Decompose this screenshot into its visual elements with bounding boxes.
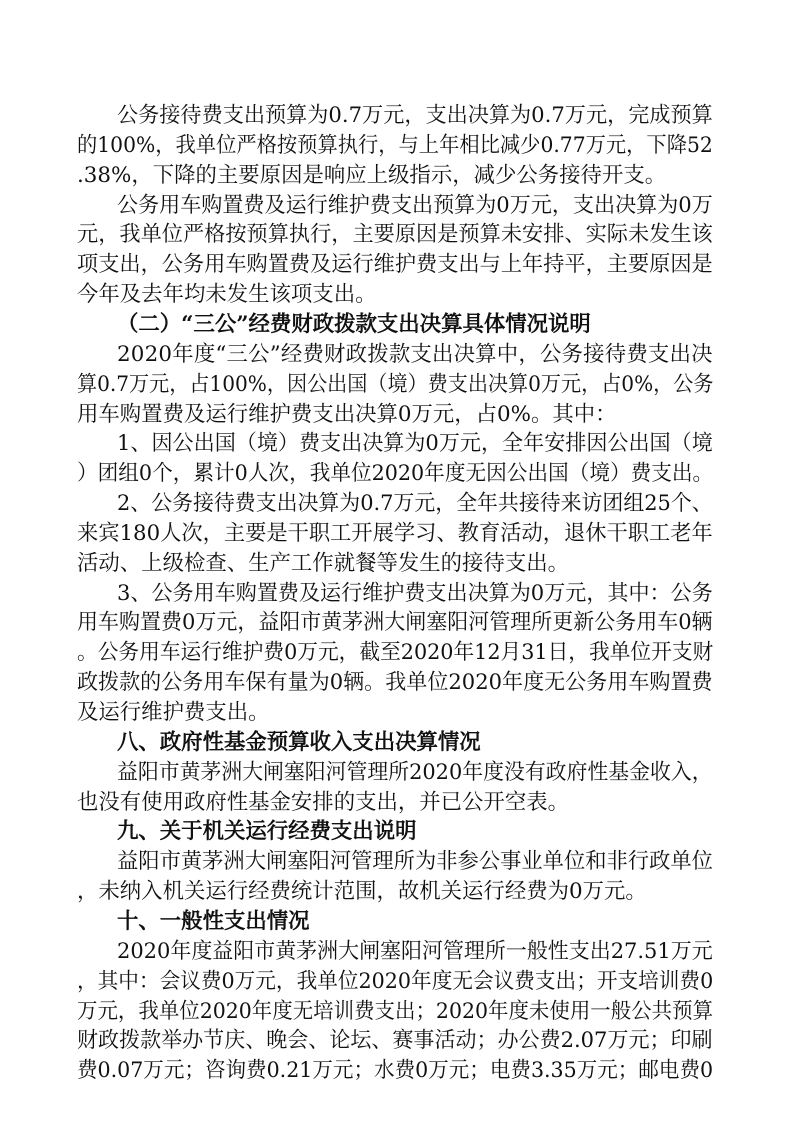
paragraph-line: 项支出，公务用车购置费及运行维护费支出与上年持平，主要原因是 — [77, 252, 713, 278]
paragraph-line: 活动、上级检查、生产工作就餐等发生的接待支出。 — [77, 550, 569, 576]
paragraph-line: 2、公务接待费支出决算为0.7万元，全年共接待来访团组25个、 — [117, 491, 713, 517]
paragraph-line: 及运行维护费支出。 — [77, 700, 270, 725]
paragraph-line: ，未纳入机关运行经费统计范围，故机关运行经费为0万元。 — [77, 879, 647, 905]
paragraph-line: 3、公务用车购置费及运行维护费支出决算为0万元，其中：公务 — [117, 580, 713, 606]
section-heading: 八、政府性基金预算收入支出决算情况 — [117, 729, 481, 755]
paragraph-line: 算0.7万元，占100%，因公出国（境）费支出决算0万元，占0%，公务 — [77, 371, 714, 397]
paragraph-line: 来宾180人次，主要是干职工开展学习、教育活动，退休干职工老年 — [77, 520, 713, 546]
paragraph-line: 公务用车购置费及运行维护费支出预算为0万元，支出决算为0万 — [117, 192, 713, 218]
paragraph-line: ）团组0个，累计0人次，我单位2020年度无因公出国（境）费支出。 — [77, 461, 714, 487]
paragraph-line: 公务接待费支出预算为0.7万元，支出决算为0.7万元，完成预算 — [117, 103, 713, 128]
section-heading: 九、关于机关运行经费支出说明 — [117, 819, 417, 845]
paragraph-line: 元，我单位严格按预算执行，主要原因是预算未安排、实际未发生该 — [77, 222, 713, 248]
paragraph-line: 1、因公出国（境）费支出决算为0万元，全年安排因公出国（境 — [117, 431, 713, 457]
paragraph-line: 今年及去年均未发生该项支出。 — [77, 282, 377, 308]
paragraph-line: 的100%，我单位严格按预算执行，与上年相比减少0.77万元，下降52 — [77, 132, 713, 158]
paragraph-line: 费0.07万元；咨询费0.21万元；水费0万元；电费3.35万元；邮电费0 — [77, 1058, 714, 1084]
section-heading: 十、一般性支出情况 — [117, 908, 310, 934]
paragraph-line: 政拨款的公务用车保有量为0辆。我单位2020年度无公务用车购置费 — [77, 670, 713, 696]
paragraph-line: 2020年度“三公”经费财政拨款支出决算中，公务接待费支出决 — [117, 341, 713, 367]
paragraph-line: 也没有使用政府性基金安排的支出，并已公开空表。 — [77, 789, 569, 815]
paragraph-line: 。公务用车运行维护费0万元，截至2020年12月31日，我单位开支财 — [77, 640, 714, 666]
paragraph-line: 益阳市黄茅洲大闸塞阳河管理所2020年度没有政府性基金收入， — [117, 759, 713, 785]
paragraph-line: ，其中：会议费0万元，我单位2020年度无会议费支出；开支培训费0 — [77, 968, 714, 994]
paragraph-line: 用车购置费0万元，益阳市黄茅洲大闸塞阳河管理所更新公务用车0辆 — [77, 610, 713, 636]
paragraph-line: .38%，下降的主要原因是响应上级指示，减少公务接待开支。 — [77, 162, 667, 188]
paragraph-line: 用车购置费及运行维护费支出决算0万元，占0%。其中： — [77, 401, 617, 427]
paragraph-line: 益阳市黄茅洲大闸塞阳河管理所为非参公事业单位和非行政单位 — [117, 849, 713, 875]
paragraph-line: 财政拨款举办节庆、晚会、论坛、赛事活动；办公费2.07万元；印刷 — [77, 1028, 713, 1054]
paragraph-line: 万元，我单位2020年度无培训费支出；2020年度未使用一般公共预算 — [77, 998, 714, 1024]
section-heading: （二）“三公”经费财政拨款支出决算具体情况说明 — [117, 311, 591, 337]
paragraph-line: 2020年度益阳市黄茅洲大闸塞阳河管理所一般性支出27.51万元 — [117, 938, 713, 964]
